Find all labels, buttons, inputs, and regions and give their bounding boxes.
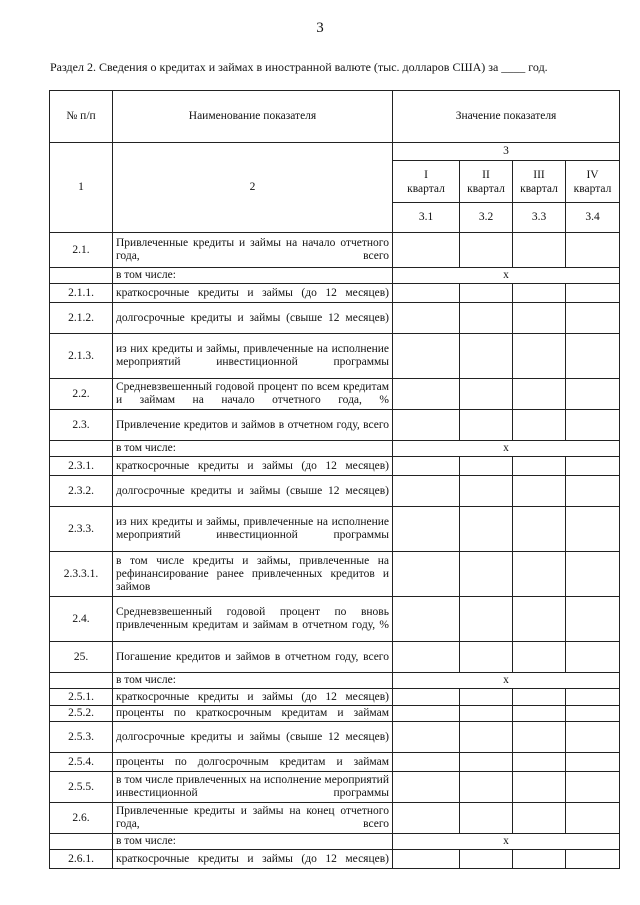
value-cell-q1[interactable] [393, 772, 460, 803]
value-cell-q4[interactable] [566, 457, 620, 476]
row-na-mark: x [393, 673, 620, 689]
header-value: Значение показателя [393, 91, 620, 143]
value-cell-q1[interactable] [393, 410, 460, 441]
value-cell-q3[interactable] [513, 476, 566, 507]
value-cell-q3[interactable] [513, 457, 566, 476]
subheader-row [50, 441, 620, 457]
value-cell-q1[interactable] [393, 303, 460, 334]
quarter-3: III квартал [513, 161, 566, 203]
value-cell-q2[interactable] [460, 303, 513, 334]
row-indicator-name: долгосрочные кредиты и займы (свыше 12 месяцев) [113, 476, 393, 507]
value-cell-q4[interactable] [566, 803, 620, 834]
row-number: 25. [50, 642, 113, 673]
section-caption: Раздел 2. Сведения о кредитах и займах в иностранной валюте (тыс. долларов США) за ____ год. [50, 60, 548, 74]
value-cell-q4[interactable] [566, 597, 620, 642]
value-cell-q2[interactable] [460, 722, 513, 753]
row-indicator-name: в том числе: [113, 268, 393, 284]
value-cell-q1[interactable] [393, 284, 460, 303]
data-row [50, 552, 620, 597]
value-cell-q1[interactable] [393, 233, 460, 268]
row-indicator-name: Средневзвешенный годовой процент по всем кредитам и займам на начало отчетного года, % [113, 379, 393, 410]
value-cell-q3[interactable] [513, 507, 566, 552]
value-cell-q3[interactable] [513, 803, 566, 834]
value-cell-q2[interactable] [460, 379, 513, 410]
subheader-row [50, 268, 620, 284]
value-cell-q3[interactable] [513, 706, 566, 722]
value-cell-q3[interactable] [513, 850, 566, 869]
row-indicator-name: в том числе кредиты и займы, привлеченные на рефинансирование ранее привлеченных кредитов и займов [113, 552, 393, 597]
row-number: 2.5.3. [50, 722, 113, 753]
row-number: 2.6.1. [50, 850, 113, 869]
header-name-index: 2 [113, 143, 393, 233]
row-indicator-name: долгосрочные кредиты и займы (свыше 12 месяцев) [113, 303, 393, 334]
row-indicator-name: из них кредиты и займы, привлеченные на исполнение мероприятий инвестиционной программы [113, 507, 393, 552]
header-num-index: 1 [50, 143, 113, 233]
value-cell-q2[interactable] [460, 597, 513, 642]
row-indicator-name: в том числе: [113, 673, 393, 689]
data-row [50, 850, 620, 869]
data-row [50, 706, 620, 722]
value-cell-q4[interactable] [566, 772, 620, 803]
value-cell-q2[interactable] [460, 284, 513, 303]
row-number: 2.1.1. [50, 284, 113, 303]
data-row [50, 233, 620, 268]
value-cell-q2[interactable] [460, 706, 513, 722]
value-cell-q2[interactable] [460, 334, 513, 379]
data-row [50, 597, 620, 642]
row-indicator-name: Средневзвешенный годовой процент по вновь привлеченным кредитам и займам в отчетном году, % [113, 597, 393, 642]
row-number: 2.5.4. [50, 753, 113, 772]
row-indicator-name: в том числе: [113, 834, 393, 850]
data-row [50, 507, 620, 552]
header-index-row [50, 143, 620, 161]
data-row [50, 457, 620, 476]
data-row [50, 722, 620, 753]
row-number: 2.4. [50, 597, 113, 642]
value-cell-q4[interactable] [566, 722, 620, 753]
value-cell-q4[interactable] [566, 303, 620, 334]
value-cell-q4[interactable] [566, 476, 620, 507]
data-row [50, 689, 620, 706]
value-cell-q3[interactable] [513, 689, 566, 706]
row-number: 2.3.3.1. [50, 552, 113, 597]
row-na-mark: x [393, 441, 620, 457]
row-number: 2.5.2. [50, 706, 113, 722]
row-number: 2.6. [50, 803, 113, 834]
header-num: № п/п [50, 91, 113, 143]
row-indicator-name: краткосрочные кредиты и займы (до 12 месяцев) [113, 689, 393, 706]
header-value-index: 3 [393, 143, 620, 161]
page-number: 3 [316, 20, 324, 36]
data-row [50, 379, 620, 410]
data-row [50, 772, 620, 803]
value-cell-q4[interactable] [566, 642, 620, 673]
value-cell-q4[interactable] [566, 706, 620, 722]
value-cell-q3[interactable] [513, 303, 566, 334]
value-cell-q3[interactable] [513, 552, 566, 597]
value-cell-q3[interactable] [513, 722, 566, 753]
value-cell-q1[interactable] [393, 597, 460, 642]
row-indicator-name: краткосрочные кредиты и займы (до 12 месяцев) [113, 284, 393, 303]
row-na-mark: x [393, 834, 620, 850]
row-number: 2.2. [50, 379, 113, 410]
quarter-1-index: 3.1 [393, 203, 460, 233]
value-cell-q1[interactable] [393, 803, 460, 834]
value-cell-q3[interactable] [513, 642, 566, 673]
value-cell-q4[interactable] [566, 284, 620, 303]
row-na-mark: x [393, 268, 620, 284]
value-cell-q1[interactable] [393, 706, 460, 722]
value-cell-q4[interactable] [566, 552, 620, 597]
row-number [50, 834, 113, 850]
value-cell-q2[interactable] [460, 753, 513, 772]
subheader-row [50, 834, 620, 850]
value-cell-q3[interactable] [513, 233, 566, 268]
value-cell-q2[interactable] [460, 457, 513, 476]
value-cell-q2[interactable] [460, 410, 513, 441]
value-cell-q1[interactable] [393, 476, 460, 507]
row-indicator-name: проценты по краткосрочным кредитам и займам [113, 706, 393, 722]
value-cell-q2[interactable] [460, 803, 513, 834]
data-row [50, 303, 620, 334]
value-cell-q1[interactable] [393, 850, 460, 869]
value-cell-q4[interactable] [566, 379, 620, 410]
row-indicator-name: Привлеченные кредиты и займы на конец отчетного года, всего [113, 803, 393, 834]
row-indicator-name: в том числе привлеченных на исполнение мероприятий инвестиционной программы [113, 772, 393, 803]
row-number: 2.5.5. [50, 772, 113, 803]
value-cell-q3[interactable] [513, 772, 566, 803]
row-indicator-name: краткосрочные кредиты и займы (до 12 месяцев) [113, 457, 393, 476]
value-cell-q1[interactable] [393, 457, 460, 476]
value-cell-q2[interactable] [460, 476, 513, 507]
data-row [50, 803, 620, 834]
value-cell-q2[interactable] [460, 507, 513, 552]
quarter-4: IV квартал [566, 161, 620, 203]
value-cell-q2[interactable] [460, 233, 513, 268]
value-cell-q3[interactable] [513, 753, 566, 772]
header-row [50, 91, 620, 143]
value-cell-q4[interactable] [566, 233, 620, 268]
row-indicator-name: Привлеченные кредиты и займы на начало отчетного года, всего [113, 233, 393, 268]
value-cell-q1[interactable] [393, 507, 460, 552]
value-cell-q1[interactable] [393, 642, 460, 673]
value-cell-q1[interactable] [393, 722, 460, 753]
quarter-1: I квартал [393, 161, 460, 203]
quarter-3-index: 3.3 [513, 203, 566, 233]
value-cell-q3[interactable] [513, 379, 566, 410]
value-cell-q3[interactable] [513, 334, 566, 379]
row-number: 2.3. [50, 410, 113, 441]
row-indicator-name: проценты по долгосрочным кредитам и займам [113, 753, 393, 772]
subheader-row [50, 673, 620, 689]
row-number [50, 441, 113, 457]
quarter-2: II квартал [460, 161, 513, 203]
data-row [50, 642, 620, 673]
row-indicator-name: из них кредиты и займы, привлеченные на исполнение мероприятий инвестиционной программы [113, 334, 393, 379]
value-cell-q4[interactable] [566, 334, 620, 379]
row-indicator-name: Привлечение кредитов и займов в отчетном году, всего [113, 410, 393, 441]
row-indicator-name: краткосрочные кредиты и займы (до 12 месяцев) [113, 850, 393, 869]
value-cell-q4[interactable] [566, 689, 620, 706]
value-cell-q4[interactable] [566, 850, 620, 869]
data-row [50, 476, 620, 507]
value-cell-q3[interactable] [513, 597, 566, 642]
row-number: 2.1.3. [50, 334, 113, 379]
value-cell-q3[interactable] [513, 410, 566, 441]
quarter-4-index: 3.4 [566, 203, 620, 233]
value-cell-q1[interactable] [393, 379, 460, 410]
row-number: 2.3.2. [50, 476, 113, 507]
data-row [50, 284, 620, 303]
value-cell-q1[interactable] [393, 334, 460, 379]
value-cell-q1[interactable] [393, 689, 460, 706]
data-row [50, 334, 620, 379]
row-indicator-name: в том числе: [113, 441, 393, 457]
quarter-2-index: 3.2 [460, 203, 513, 233]
header-name: Наименование показателя [113, 91, 393, 143]
row-number [50, 268, 113, 284]
row-number: 2.5.1. [50, 689, 113, 706]
value-cell-q2[interactable] [460, 772, 513, 803]
credits-table [49, 90, 620, 869]
value-cell-q1[interactable] [393, 552, 460, 597]
data-row [50, 753, 620, 772]
row-number: 2.3.1. [50, 457, 113, 476]
value-cell-q2[interactable] [460, 850, 513, 869]
value-cell-q2[interactable] [460, 552, 513, 597]
value-cell-q2[interactable] [460, 642, 513, 673]
value-cell-q1[interactable] [393, 753, 460, 772]
value-cell-q3[interactable] [513, 284, 566, 303]
row-number: 2.3.3. [50, 507, 113, 552]
data-row [50, 410, 620, 441]
value-cell-q4[interactable] [566, 410, 620, 441]
value-cell-q2[interactable] [460, 689, 513, 706]
value-cell-q4[interactable] [566, 507, 620, 552]
row-number [50, 673, 113, 689]
row-indicator-name: Погашение кредитов и займов в отчетном году, всего [113, 642, 393, 673]
row-number: 2.1. [50, 233, 113, 268]
value-cell-q4[interactable] [566, 753, 620, 772]
row-number: 2.1.2. [50, 303, 113, 334]
row-indicator-name: долгосрочные кредиты и займы (свыше 12 месяцев) [113, 722, 393, 753]
